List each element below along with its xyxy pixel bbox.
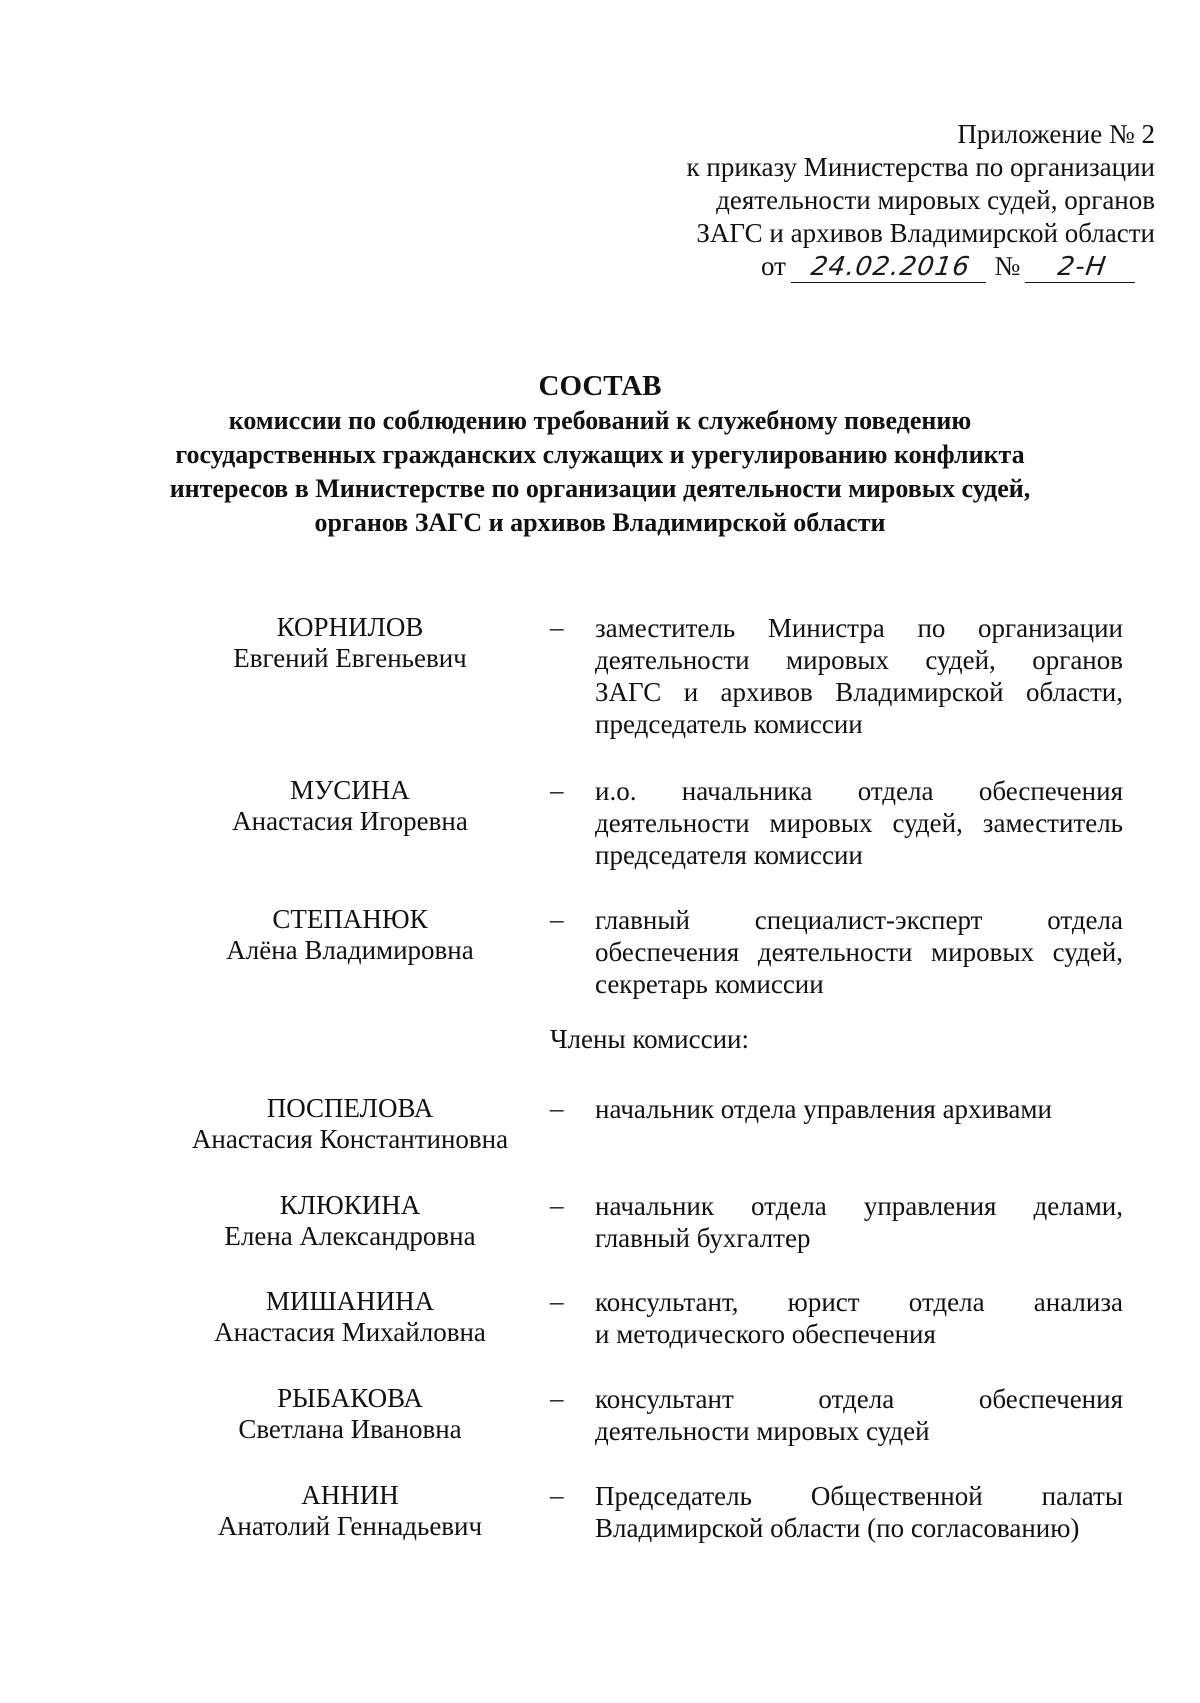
appendix-number: Приложение № 2 <box>957 119 1155 149</box>
member-surname: АННИН <box>301 1480 399 1510</box>
role-line: консультант, юрист отдела анализа <box>595 1287 1123 1317</box>
dash-separator: – <box>550 1286 564 1316</box>
member-surname: МИШАНИНА <box>265 1286 435 1316</box>
document-heading <box>0 368 1200 540</box>
heading-line: государственных гражданских служащих и урегулированию конфликта <box>175 440 1025 469</box>
role-line: начальник отдела управления делами, <box>595 1191 1123 1221</box>
member-role <box>595 1190 1123 1254</box>
appendix-ministry-line: деятельности мировых судей, органов <box>716 185 1155 215</box>
role-line: ЗАГС и архивов Владимирской области, <box>595 677 1123 707</box>
member-role <box>595 612 1123 740</box>
member-given-name: Алёна Владимировна <box>226 935 474 965</box>
member-surname: РЫБАКОВА <box>277 1383 423 1413</box>
appendix-order-ref: к приказу Министерства по организации <box>686 152 1155 182</box>
member-name <box>170 904 530 966</box>
role-line: главный специалист-эксперт отдела <box>595 905 1123 935</box>
member-given-name: Евгений Евгеньевич <box>233 643 467 673</box>
role-line: деятельности мировых судей, заместитель <box>595 808 1123 838</box>
member-surname: МУСИНА <box>290 775 410 805</box>
role-line: деятельности мировых судей, органов <box>595 645 1123 675</box>
member-surname: СТЕПАНЮК <box>272 904 428 934</box>
role-line: председателя комиссии <box>595 840 863 870</box>
member-surname: КЛЮКИНА <box>279 1190 421 1220</box>
member-name <box>170 1190 530 1252</box>
role-line: секретарь комиссии <box>595 969 824 999</box>
member-role <box>595 1093 1123 1125</box>
heading-line: интересов в Министерстве по организации деятельности мировых судей, <box>169 474 1031 503</box>
dash-separator: – <box>550 1190 564 1220</box>
dash-separator: – <box>550 775 564 805</box>
member-role <box>595 904 1123 1000</box>
member-role <box>595 1480 1123 1544</box>
document-title: СОСТАВ <box>538 370 662 402</box>
member-name <box>170 1093 530 1155</box>
members-label: Члены комиссии: <box>550 1024 749 1054</box>
role-line: обеспечения деятельности мировых судей, <box>595 937 1123 967</box>
handwritten-date: 24.02.2016 <box>791 252 990 283</box>
order-date-line <box>595 250 1155 283</box>
member-surname: КОРНИЛОВ <box>276 612 424 642</box>
role-line: консультант отдела обеспечения <box>595 1384 1123 1414</box>
role-line: и методического обеспечения <box>595 1319 936 1349</box>
member-given-name: Анастасия Михайловна <box>214 1317 486 1347</box>
role-line: и.о. начальника отдела обеспечения <box>595 776 1123 806</box>
dash-separator: – <box>550 1480 564 1510</box>
appendix-region-line: ЗАГС и архивов Владимирской области <box>696 218 1155 248</box>
dash-separator: – <box>550 1383 564 1413</box>
from-label: от <box>761 251 786 281</box>
member-role <box>595 1286 1123 1350</box>
member-given-name: Елена Александровна <box>224 1221 476 1251</box>
member-name <box>170 1286 530 1348</box>
role-line: деятельности мировых судей <box>595 1416 930 1446</box>
member-surname: ПОСПЕЛОВА <box>266 1093 434 1123</box>
member-given-name: Анатолий Геннадьевич <box>217 1511 483 1541</box>
member-given-name: Анастасия Игоревна <box>232 806 468 836</box>
appendix-header <box>595 118 1155 283</box>
role-line: Председатель Общественной палаты <box>595 1481 1123 1511</box>
member-role <box>595 1383 1123 1447</box>
member-name <box>170 612 530 674</box>
member-name <box>170 1480 530 1542</box>
member-name <box>170 1383 530 1445</box>
member-role <box>595 775 1123 871</box>
role-line: председатель комиссии <box>595 709 863 739</box>
dash-separator: – <box>550 904 564 934</box>
dash-separator: – <box>550 612 564 642</box>
role-line: Владимирской области (по согласованию) <box>595 1513 1080 1543</box>
number-label: № <box>994 251 1021 281</box>
member-given-name: Анастасия Константиновна <box>191 1124 509 1154</box>
role-line: главный бухгалтер <box>595 1223 811 1253</box>
dash-separator: – <box>550 1093 564 1123</box>
role-line: начальник отдела управления архивами <box>595 1094 1052 1124</box>
role-line: заместитель Министра по организации <box>595 613 1123 643</box>
handwritten-order-number: 2-Н <box>1025 252 1139 283</box>
member-given-name: Светлана Ивановна <box>238 1414 462 1444</box>
heading-line: комиссии по соблюдению требований к служебному поведению <box>228 406 972 435</box>
heading-line: органов ЗАГС и архивов Владимирской области <box>314 508 886 537</box>
member-name <box>170 775 530 837</box>
